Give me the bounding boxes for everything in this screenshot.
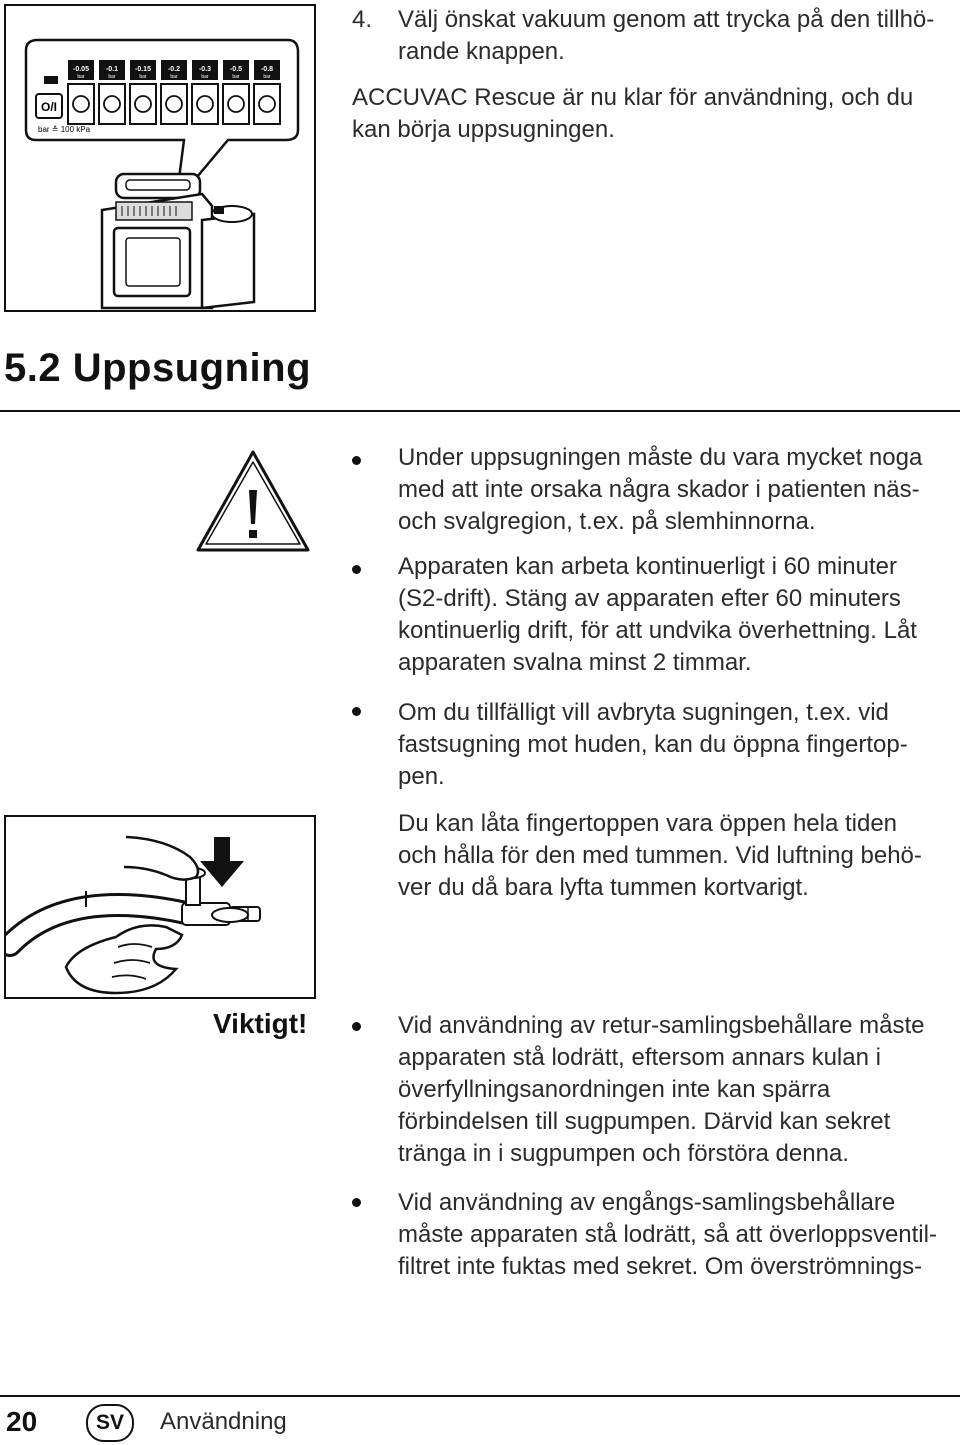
device-drawing <box>6 6 314 310</box>
text-line: kontinuerlig drift, för att undvika överhettning. Låt <box>398 617 917 644</box>
vacuum-button <box>99 60 125 124</box>
important-label: Viktigt! <box>213 1008 308 1039</box>
vacuum-button-circle <box>197 96 213 112</box>
fingertip-illustration <box>4 815 316 999</box>
text-line: Apparaten kan arbeta kontinuerligt i 60 minuter <box>398 553 897 580</box>
text-line: apparaten svalna minst 2 timmar. <box>398 649 752 676</box>
text-line: (S2-drift). Stäng av apparaten efter 60 minuters <box>398 585 901 612</box>
vacuum-button-circle <box>259 96 275 112</box>
bullet-marker <box>352 1022 361 1031</box>
footer-rule <box>0 1395 960 1397</box>
vacuum-unit: bar <box>139 74 147 80</box>
hand-drawing <box>6 817 314 997</box>
text-line: fastsugning mot huden, kan du öppna fingertop- <box>398 731 908 758</box>
bullet-marker <box>352 1198 361 1207</box>
vacuum-button <box>161 60 187 124</box>
bullet-marker <box>352 456 361 465</box>
vacuum-unit: bar <box>108 74 116 80</box>
text-line: Om du tillfälligt vill avbryta sugningen, t.ex. vid <box>398 699 889 726</box>
text-line: tränga in i sugpumpen och förstöra denna. <box>398 1140 849 1167</box>
page-number: 20 <box>6 1406 38 1437</box>
step-4-followup <box>352 82 958 146</box>
bullet-3 <box>398 697 958 793</box>
text-line: ver du då bara lyfta tummen kortvarigt. <box>398 874 809 901</box>
vacuum-button <box>223 60 249 124</box>
step-4-text <box>398 4 958 68</box>
vacuum-value: -0.2 <box>167 66 181 73</box>
vacuum-unit: bar <box>263 74 271 80</box>
arrow-down-icon <box>200 837 244 887</box>
vacuum-button <box>130 60 156 124</box>
text-line: och svalgregion, t.ex. på slemhinnorna. <box>398 508 816 535</box>
vacuum-button-circle <box>135 96 151 112</box>
vacuum-value: -0.15 <box>135 66 151 73</box>
important-bullet-1 <box>398 1010 958 1170</box>
text-line: och hålla för den med tummen. Vid luftning behö- <box>398 842 922 869</box>
vacuum-button-circle <box>166 96 182 112</box>
text-line: Vid användning av retur-samlingsbehållare måste <box>398 1012 925 1039</box>
text-line: kan börja uppsugningen. <box>352 116 615 143</box>
text-line: med att inte orsaka några skador i patienten näs- <box>398 476 920 503</box>
vacuum-value: -0.8 <box>260 66 274 73</box>
text-line: rande knappen. <box>398 38 565 65</box>
vacuum-button-circle <box>228 96 244 112</box>
important-bullet-2 <box>398 1187 958 1283</box>
vacuum-unit: bar <box>77 74 85 80</box>
vacuum-buttons <box>68 60 280 124</box>
bullet-marker <box>352 707 361 716</box>
section-rule <box>0 410 960 412</box>
text-line: måste apparaten stå lodrätt, så att överloppsventil- <box>398 1221 937 1248</box>
text-line: Under uppsugningen måste du vara mycket noga <box>398 444 923 471</box>
section-heading: 5.2 Uppsugning <box>4 346 311 390</box>
bullet-1 <box>398 442 958 538</box>
vacuum-value: -0.05 <box>73 66 89 73</box>
vacuum-button <box>254 60 280 124</box>
step-number: 4. <box>352 6 373 33</box>
device-illustration <box>4 4 316 312</box>
device-panel <box>116 202 192 220</box>
vacuum-button <box>68 60 94 124</box>
text-line: ACCUVAC Rescue är nu klar för användning, och du <box>352 84 914 111</box>
text-line: Vid användning av engångs-samlingsbehållare <box>398 1189 896 1216</box>
indicator-icon <box>44 76 58 84</box>
vacuum-unit: bar <box>232 74 240 80</box>
text-line: Du kan låta fingertoppen vara öppen hela tiden <box>398 810 898 837</box>
vacuum-button-circle <box>104 96 120 112</box>
vacuum-value: -0.5 <box>229 66 243 73</box>
text-line: Välj önskat vakuum genom att trycka på den tillhö- <box>398 6 935 33</box>
text-line: överfyllningsanordningen inte kan spärra <box>398 1076 831 1103</box>
bullet-2 <box>398 551 958 679</box>
vacuum-button-circle <box>73 96 89 112</box>
vacuum-button <box>192 60 218 124</box>
text-line: pen. <box>398 763 445 790</box>
vacuum-unit: bar <box>201 74 209 80</box>
chapter-title: Användning <box>160 1408 287 1435</box>
language-badge: SV <box>86 1404 134 1442</box>
vacuum-value: -0.3 <box>198 66 212 73</box>
text-line: filtret inte fuktas med sekret. Om överströmnings- <box>398 1253 923 1280</box>
power-label: O/I <box>40 100 58 114</box>
fingertip-paragraph <box>398 808 958 904</box>
text-line: apparaten stå lodrätt, eftersom annars kulan i <box>398 1044 881 1071</box>
units-label: bar ≙ 100 kPa <box>38 125 91 134</box>
vacuum-value: -0.1 <box>105 66 119 73</box>
text-line: förbindelsen till sugpumpen. Därvid kan sekret <box>398 1108 891 1135</box>
warning-icon <box>194 448 312 554</box>
device-side <box>202 214 254 308</box>
vacuum-unit: bar <box>170 74 178 80</box>
bullet-marker <box>352 565 361 574</box>
